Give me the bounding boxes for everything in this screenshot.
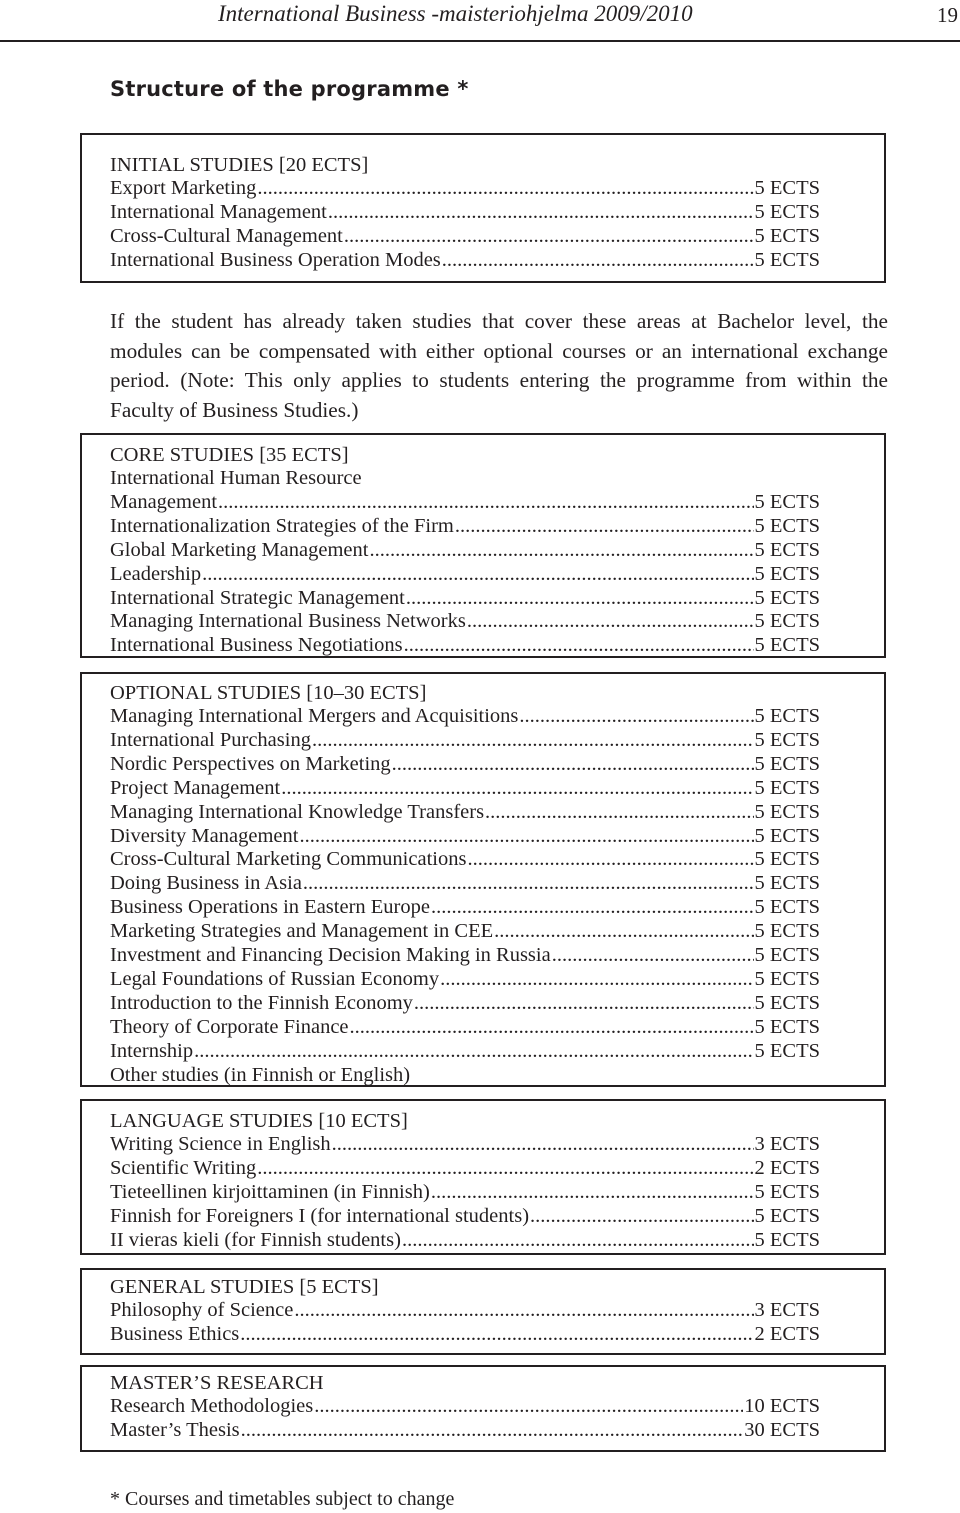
course-row [110, 1181, 820, 1205]
dot-leader [240, 1323, 753, 1347]
course-row [110, 705, 820, 729]
dot-leader [294, 1299, 753, 1323]
course-name-line: International Human Resource [110, 467, 362, 489]
course-credits: 5 ECTS [754, 1015, 820, 1038]
course-credits: 5 ECTS [754, 610, 820, 633]
course-name: Introduction to the Finnish Economy [110, 991, 413, 1014]
course-credits: 5 ECTS [754, 538, 820, 561]
section-title: CORE STUDIES [35 ECTS] [110, 444, 349, 466]
dot-leader [440, 968, 753, 992]
initial-course-list [110, 177, 820, 273]
course-credits: 2 ECTS [754, 1322, 820, 1345]
dot-leader [218, 491, 753, 515]
course-name: Philosophy of Science [110, 1299, 294, 1321]
course-name: Leadership [110, 562, 202, 585]
course-name: Export Marketing [110, 177, 257, 199]
course-name: International Business Operation Modes [110, 248, 441, 271]
course-credits: 2 ECTS [754, 1156, 820, 1179]
course-name: Cross-Cultural Marketing Communications [110, 848, 467, 871]
page-header [0, 0, 960, 42]
course-row [110, 1323, 820, 1347]
dot-leader [194, 1040, 753, 1064]
course-row [110, 610, 820, 634]
course-credits: 5 ECTS [754, 991, 820, 1014]
course-credits: 5 ECTS [754, 752, 820, 775]
research-course-list [110, 1395, 820, 1443]
dot-leader [328, 201, 754, 225]
course-row [110, 848, 820, 872]
course-name: International Purchasing [110, 728, 311, 751]
dot-leader [494, 920, 753, 944]
course-row [110, 920, 820, 944]
course-row [110, 801, 820, 825]
course-credits: 5 ECTS [754, 200, 820, 223]
course-name: Managing International Business Networks [110, 610, 466, 633]
compensation-note: If the student has already taken studies that cover these areas at Bachelor level, the modules can be compensated with either optional courses or an international exchange period. (Note: This only applies to students entering the programme from within the Faculty of Business Studies.) [110, 309, 888, 422]
course-name: International Management [110, 200, 327, 223]
dot-leader [552, 944, 754, 968]
dot-leader [344, 225, 754, 249]
language-course-list [110, 1133, 820, 1253]
course-name: Diversity Management [110, 824, 299, 847]
course-row [110, 753, 820, 777]
course-credits: 5 ECTS [754, 705, 820, 727]
course-row [110, 872, 820, 896]
course-row [110, 825, 820, 849]
dot-leader [241, 1419, 744, 1443]
course-credits: 5 ECTS [754, 562, 820, 585]
course-name: Managing International Knowledge Transfers [110, 800, 485, 823]
dot-leader [431, 1181, 754, 1205]
course-row [110, 1419, 820, 1443]
course-row [110, 992, 820, 1016]
course-credits: 5 ECTS [754, 634, 820, 657]
course-credits: 3 ECTS [754, 1133, 820, 1155]
header-rule [0, 40, 960, 42]
dot-leader [257, 177, 753, 201]
course-name: International Business Negotiations [110, 634, 403, 657]
course-row [110, 1157, 820, 1181]
dot-leader [314, 1395, 743, 1419]
course-credits: 5 ECTS [754, 1180, 820, 1203]
course-name: Writing Science in English [110, 1133, 331, 1155]
dot-leader [332, 1133, 754, 1157]
course-name: Cross-Cultural Management [110, 224, 343, 247]
course-row [110, 968, 820, 992]
course-row [110, 491, 820, 515]
course-credits: 5 ECTS [754, 1039, 820, 1062]
course-credits: 5 ECTS [754, 848, 820, 871]
course-credits: 30 ECTS [744, 1418, 820, 1441]
course-row [110, 1133, 820, 1157]
course-row [110, 1229, 820, 1253]
dot-leader [414, 992, 754, 1016]
dot-leader [257, 1157, 753, 1181]
course-credits: 5 ECTS [754, 728, 820, 751]
course-name: Research Methodologies [110, 1395, 314, 1417]
course-credits: 5 ECTS [754, 1228, 820, 1251]
course-name: Management [110, 490, 218, 513]
dot-leader [406, 587, 754, 611]
course-row [110, 896, 820, 920]
dot-leader [404, 634, 754, 658]
course-credits: 5 ECTS [754, 1204, 820, 1227]
dot-leader [312, 729, 754, 753]
course-credits: 5 ECTS [754, 776, 820, 799]
course-credits: 5 ECTS [754, 586, 820, 609]
course-credits: 3 ECTS [754, 1299, 820, 1321]
dot-leader [299, 825, 753, 849]
course-name: Theory of Corporate Finance [110, 1015, 349, 1038]
dot-leader [392, 753, 754, 777]
course-credits: 5 ECTS [754, 224, 820, 247]
course-name: Business Operations in Eastern Europe [110, 896, 430, 919]
optional-studies-box [80, 672, 886, 1087]
course-row [110, 634, 820, 658]
course-name: Master’s Thesis [110, 1418, 240, 1441]
course-credits: 5 ECTS [754, 490, 820, 513]
course-row [110, 201, 820, 225]
course-name: Project Management [110, 776, 281, 799]
course-name: Scientific Writing [110, 1156, 257, 1179]
course-credits: 5 ECTS [754, 967, 820, 990]
course-name: Internationalization Strategies of the Firm [110, 514, 454, 537]
course-credits: 5 ECTS [754, 824, 820, 847]
course-row [110, 225, 820, 249]
section-title: LANGUAGE STUDIES [10 ECTS] [110, 1110, 408, 1132]
course-row [110, 587, 820, 611]
masters-research-box [80, 1365, 886, 1452]
course-name: Doing Business in Asia [110, 872, 302, 895]
course-credits: 5 ECTS [754, 944, 820, 967]
dot-leader [467, 848, 753, 872]
optional-course-list [110, 705, 820, 1064]
course-name: Nordic Perspectives on Marketing [110, 752, 391, 775]
dot-leader [303, 872, 754, 896]
other-studies: Other studies (in Finnish or English) [110, 1063, 411, 1086]
dot-leader [369, 539, 753, 563]
course-name: Investment and Financing Decision Making in Russia [110, 944, 551, 967]
dot-leader [455, 515, 754, 539]
section-title: MASTER’S RESEARCH [110, 1372, 324, 1394]
course-credits: 5 ECTS [754, 920, 820, 943]
course-row [110, 249, 820, 273]
course-row [110, 729, 820, 753]
dot-leader [485, 801, 753, 825]
course-credits: 5 ECTS [754, 177, 820, 199]
course-row [110, 1040, 820, 1064]
core-course-list [110, 491, 820, 658]
general-course-list [110, 1299, 820, 1347]
course-name: II vieras kieli (for Finnish students) [110, 1228, 401, 1251]
page-number: 19 [937, 3, 958, 27]
course-row [110, 1299, 820, 1323]
course-name: Managing International Mergers and Acquisitions [110, 705, 519, 727]
language-studies-box [80, 1099, 886, 1255]
course-name: Tieteellinen kirjoittaminen (in Finnish) [110, 1180, 430, 1203]
dot-leader [281, 777, 753, 801]
dot-leader [467, 610, 754, 634]
course-row [110, 515, 820, 539]
course-name: Global Marketing Management [110, 538, 369, 561]
dot-leader [530, 1205, 753, 1229]
course-name: Finnish for Foreigners I (for international students) [110, 1204, 530, 1227]
course-name: Internship [110, 1039, 194, 1062]
course-row [110, 1205, 820, 1229]
course-row [110, 539, 820, 563]
section-title: GENERAL STUDIES [5 ECTS] [110, 1276, 379, 1298]
course-credits: 10 ECTS [744, 1395, 820, 1417]
course-name: International Strategic Management [110, 586, 405, 609]
page-heading: Structure of the programme * [110, 77, 469, 101]
course-row [110, 1016, 820, 1040]
course-credits: 5 ECTS [754, 800, 820, 823]
course-credits: 5 ECTS [754, 896, 820, 919]
dot-leader [519, 705, 753, 729]
section-title: INITIAL STUDIES [20 ECTS] [110, 154, 369, 176]
dot-leader [350, 1016, 754, 1040]
course-row [110, 944, 820, 968]
course-credits: 5 ECTS [754, 514, 820, 537]
footnote: * Courses and timetables subject to change [110, 1488, 455, 1510]
course-credits: 5 ECTS [754, 872, 820, 895]
course-row [110, 777, 820, 801]
general-studies-box [80, 1268, 886, 1355]
dot-leader [202, 563, 753, 587]
course-row [110, 177, 820, 201]
course-row [110, 1395, 820, 1419]
course-name: Business Ethics [110, 1322, 240, 1345]
course-name: Legal Foundations of Russian Economy [110, 967, 440, 990]
dot-leader [442, 249, 754, 273]
section-title: OPTIONAL STUDIES [10–30 ECTS] [110, 682, 427, 704]
course-name: Marketing Strategies and Management in CEE [110, 920, 494, 943]
initial-studies-box [80, 133, 886, 283]
dot-leader [402, 1229, 754, 1253]
core-studies-box [80, 433, 886, 658]
running-title: International Business -maisteriohjelma 2009/2010 [218, 1, 693, 26]
course-credits: 5 ECTS [754, 248, 820, 271]
course-row [110, 563, 820, 587]
dot-leader [431, 896, 754, 920]
